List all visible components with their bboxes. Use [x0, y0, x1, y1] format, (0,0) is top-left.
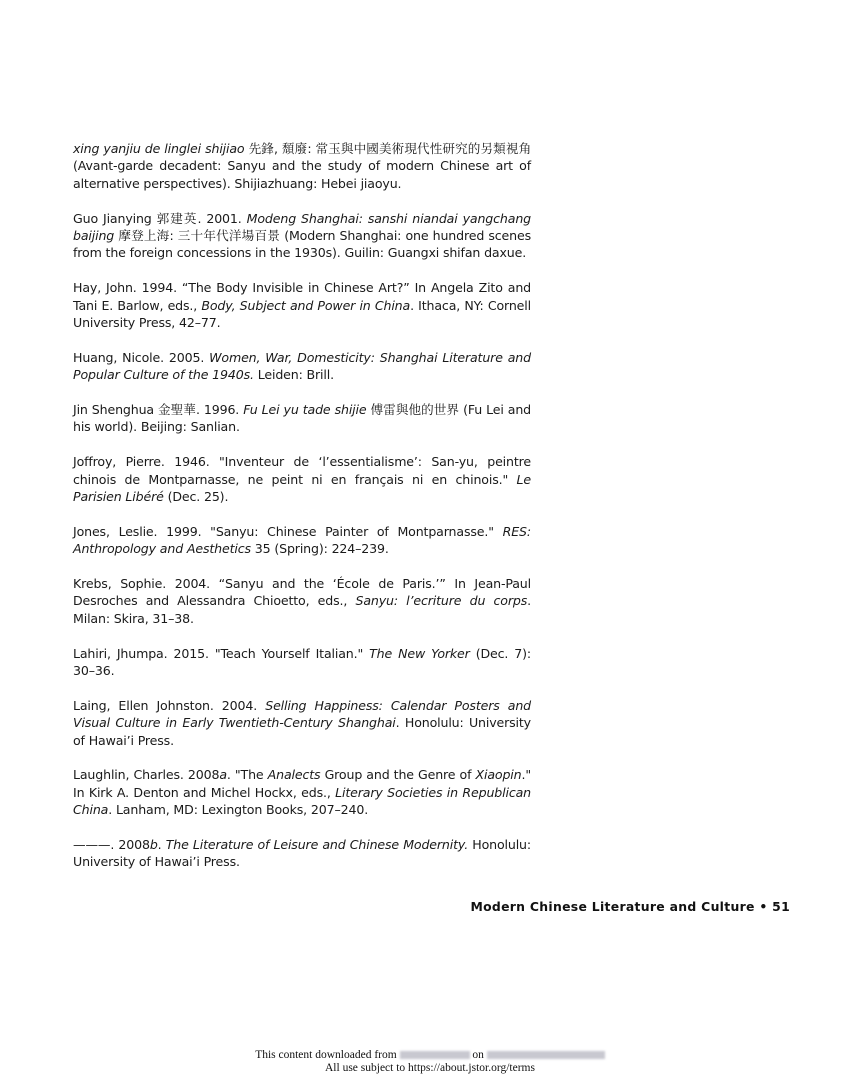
italic-title: a [219, 767, 227, 783]
bibliography [73, 140, 531, 888]
reference-text: 先鋒, 頹廢: 常玉與中國美術現代性研究的另類視角 (Avant-garde decadent: Sanyu and the study of modern Chinese art of alternative perspectives). Shijiazhuang: Hebei jiaoyu. [73, 141, 532, 191]
running-footer [470, 899, 790, 914]
reference-text: Krebs, Sophie. 2004. “Sanyu and the ‘École de Paris.’” In Jean-Paul Desroches and Alessandra Chioetto, eds., [73, 576, 531, 609]
terms-line: All use subject to https://about.jstor.org/terms [325, 1062, 535, 1074]
italic-title: Sanyu: l’ecriture du corps [355, 593, 528, 609]
reference-text: . [157, 837, 166, 853]
separator: • [754, 899, 773, 914]
italic-title: Body, Subject and Power in China [201, 297, 411, 313]
reference-entry [73, 140, 531, 192]
reference-text: Laing, Ellen Johnston. 2004. [73, 697, 266, 713]
reference-entry [73, 523, 531, 558]
reference-text: . Milan: Skira, 31–38. [73, 593, 531, 626]
italic-title: Modeng Shanghai: sanshi niandai yangchang baijing [73, 210, 531, 244]
reference-entry [73, 401, 531, 436]
reference-text: Leiden: Brill. [253, 367, 334, 383]
reference-text: 35 (Spring): 224–239. [250, 541, 389, 557]
reference-text: Laughlin, Charles. 2008 [73, 767, 220, 783]
italic-title: The New Yorker [369, 645, 470, 661]
italic-title: Le Parisien Libéré [73, 471, 531, 505]
reference-text: (Dec. 25). [163, 489, 229, 505]
reference-entry [73, 453, 531, 505]
reference-entry [73, 766, 531, 818]
notice-prefix: This content downloaded from [255, 1049, 400, 1061]
reference-text: . Ithaca, NY: Cornell University Press, 42–77. [73, 297, 531, 331]
reference-text: . "The [226, 767, 268, 783]
italic-title: Analects [267, 767, 321, 783]
reference-text: (Dec. 7): 30–36. [73, 645, 531, 679]
reference-text: 傅雷與他的世界 (Fu Lei and his world). Beijing: Sanlian. [73, 402, 532, 435]
reference-text: Joffroy, Pierre. 1946. "Inventeur de ‘l’essentialisme’: San-yu, peintre chinois de Montparnasse, ne peint ni en français ni en chinois." [73, 454, 531, 487]
reference-text: . Lanham, MD: Lexington Books, 207–240. [108, 802, 369, 818]
italic-title: RES: Anthropology and Aesthetics [73, 523, 531, 557]
italic-title: b [149, 837, 158, 853]
redacted-timestamp [487, 1051, 605, 1059]
italic-title: xing yanjiu de linglei shijiao [73, 141, 245, 156]
reference-entry [73, 575, 531, 627]
reference-entry [73, 279, 531, 331]
reference-entry [73, 836, 531, 871]
reference-text: Huang, Nicole. 2005. [73, 349, 210, 365]
reference-text: Hay, John. 1994. “The Body Invisible in Chinese Art?” In Angela Zito and Tani E. Barlow, eds., [73, 280, 531, 313]
notice-on: on [469, 1049, 487, 1061]
reference-text: Jin Shenghua 金聖華. 1996. [73, 402, 244, 418]
page-number: 51 [772, 899, 790, 914]
italic-title: Literary Societies in Republican China [73, 784, 532, 818]
reference-text: Lahiri, Jhumpa. 2015. "Teach Yourself Italian." [73, 645, 370, 661]
download-notice [0, 1049, 860, 1075]
redacted-ip [400, 1051, 470, 1059]
reference-text: Guo Jianying 郭建英. 2001. [73, 210, 247, 226]
reference-text: . Honolulu: University of Hawai’i Press. [73, 715, 531, 748]
italic-title: Xiaopin [475, 767, 522, 783]
reference-text: Jones, Leslie. 1999. "Sanyu: Chinese Painter of Montparnasse." [73, 523, 503, 539]
italic-title: Women, War, Domesticity: Shanghai Literature and Popular Culture of the 1940s. [73, 349, 531, 383]
reference-text: 摩登上海: 三十年代洋場百景 (Modern Shanghai: one hundred scenes from the foreign concessions in the 1930s). Guilin: Guangxi shifan daxue. [73, 228, 531, 261]
reference-entry [73, 210, 531, 262]
italic-title: Selling Happiness: Calendar Posters and Visual Culture in Early Twentieth-Century Shanghai [73, 697, 531, 731]
reference-entry [73, 697, 531, 749]
reference-text: Group and the Genre of [320, 767, 476, 783]
italic-title: Fu Lei yu tade shijie [243, 402, 367, 418]
reference-entry [73, 645, 531, 680]
reference-text: Honolulu: University of Hawai’i Press. [73, 837, 531, 870]
reference-entry [73, 349, 531, 384]
reference-text: ." In Kirk A. Denton and Michel Hockx, eds., [73, 767, 531, 800]
reference-text: ———. 2008 [73, 837, 150, 853]
italic-title: The Literature of Leisure and Chinese Modernity. [165, 837, 469, 853]
journal-title: Modern Chinese Literature and Culture [470, 899, 755, 914]
download-notice-line1 [0, 1049, 860, 1062]
